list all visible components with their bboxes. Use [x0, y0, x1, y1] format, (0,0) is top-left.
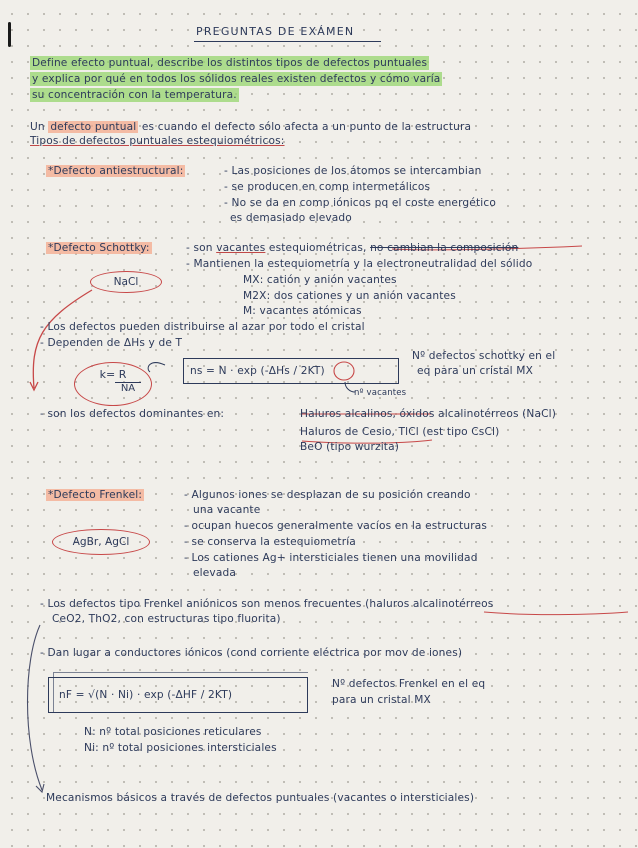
schottky-note-1: Nº defectos schottky en el — [412, 350, 556, 362]
question-line-1: Define efecto puntual, describe los distintos tipos de defectos puntuales — [32, 57, 428, 69]
schottky-mx: MX: catión y anión vacantes — [243, 274, 397, 286]
frenkel-legend-1: N: nº total posiciones reticulares — [84, 726, 262, 738]
page-title: PREGUNTAS DE EXÁMEN — [196, 25, 355, 38]
title-underline — [194, 41, 381, 42]
antiestructural-line-2: - se producen en comp intermetálicos — [224, 181, 431, 193]
frenkel-legend-2: Ni: nº total posiciones intersticiales — [84, 742, 277, 754]
schottky-line-azar: - Los defectos pueden distribuirse al azar por todo el cristal — [40, 321, 365, 333]
nacl-tag: NaCl — [90, 271, 162, 293]
schottky-note-2: eq para un cristal MX — [417, 365, 533, 377]
schottky-m2x: M2X: dos cationes y un anión vacantes — [243, 290, 456, 302]
vacantes-note: nº vacantes — [354, 388, 407, 398]
schottky-line-2: - Mantienen la estequiometría y la electroneutralidad del sólido — [186, 258, 533, 270]
frenkel-tag: AgBr, AgCl — [52, 529, 150, 555]
schottky-formula: ns = N · exp (-ΔHs / 2KT) — [190, 365, 325, 377]
frenkel-label: *Defecto Frenkel: — [48, 489, 143, 501]
k-formula: k= R NA — [74, 362, 152, 406]
antiestructural-line-3: - No se da en comp iónicos pq el coste energético — [224, 197, 496, 209]
schottky-line-1: - son vacantes estequiométricas, no cambian la composición — [186, 242, 519, 254]
term-defecto-puntual: defecto puntual — [50, 121, 137, 133]
intro-line-2: Tipos de defectos puntuales estequiométricos: — [30, 135, 285, 147]
question-line-2: y explica por qué en todos los sólidos reales existen defectos y cómo varía — [32, 73, 441, 85]
antiestructural-line-4: es demasiado elevado — [230, 212, 352, 224]
frenkel-line-5: - Los cationes Ag+ intersticiales tienen una movilidad — [184, 552, 478, 564]
frenkel-anionic-2: CeO2, ThO2, con estructuras tipo fluorita) — [52, 613, 281, 625]
frenkel-note-2: para un cristal MX — [332, 694, 431, 706]
dominantes-2: Haluros de Cesio, TlCl (est tipo CsCl) — [300, 426, 500, 438]
frenkel-conductores: - Dan lugar a conductores iónicos (cond corriente eléctrica por mov de iones) — [40, 647, 463, 659]
frenkel-line-4: - se conserva la estequiometría — [184, 536, 356, 548]
frenkel-line-3: - ocupan huecos generalmente vacíos en la estructuras — [184, 520, 488, 532]
schottky-formula-box — [183, 358, 399, 384]
frenkel-formula: nF = √(N · Ni) · exp (-ΔHF / 2KT) — [59, 689, 233, 701]
frenkel-line-2: una vacante — [193, 504, 261, 516]
question-line-3: su concentración con la temperatura. — [32, 89, 237, 101]
antiestructural-line-1: - Las posiciones de los átomos se intercambian — [224, 165, 482, 177]
frenkel-line-6: elevada — [193, 567, 237, 579]
mecanismos-line: Mecanismos básicos a través de defectos puntuales (vacantes o intersticiales) — [46, 792, 475, 804]
dominantes-1: Haluros alcalinos, óxidos alcalinotérreos (NaCl) — [300, 408, 557, 420]
frenkel-anionic-1: - Los defectos tipo Frenkel aniónicos son menos frecuentes (haluros alcalinotérreos — [40, 598, 494, 610]
dominantes-3: BeO (tipo wurzita) — [300, 441, 400, 453]
antiestructural-label: *Defecto antiestructural: — [48, 165, 184, 177]
schottky-line-depende: - Dependen de ΔHs y de T — [40, 337, 183, 349]
frenkel-note-1: Nº defectos Frenkel en el eq — [332, 678, 486, 690]
schottky-label: *Defecto Schottky: — [48, 242, 150, 254]
dominantes-prefix: - son los defectos dominantes en: — [40, 408, 225, 420]
schottky-m: M: vacantes atómicas — [243, 305, 362, 317]
frenkel-formula-box-shadow — [53, 672, 308, 713]
intro-line-1: Un defecto puntual es cuando el defecto sólo afecta a un punto de la estructura — [30, 121, 472, 133]
frenkel-line-1: - Algunos iones se desplazan de su posición creando — [184, 489, 471, 501]
